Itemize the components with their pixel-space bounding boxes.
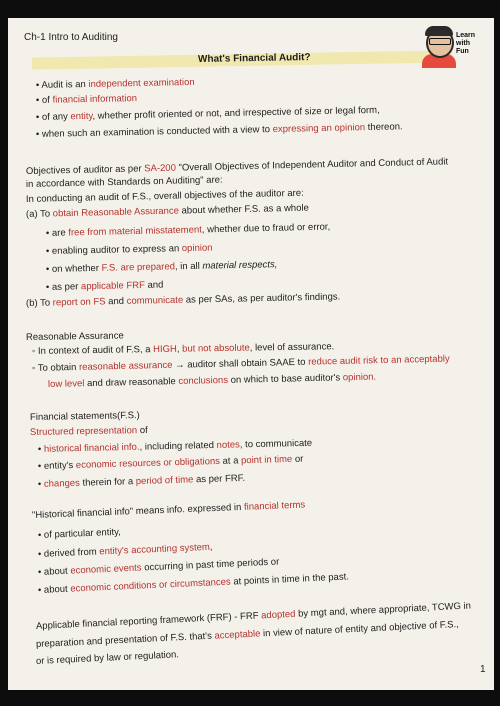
highlighted-text: obtain Reasonable Assurance	[52, 205, 180, 220]
text-run: • about	[37, 565, 71, 578]
highlighted-text: SA-200	[144, 162, 177, 175]
text-run: and	[105, 295, 127, 308]
text-run: therein for a	[79, 476, 136, 489]
text-run: • as per	[45, 281, 82, 293]
text-run: of	[137, 424, 148, 437]
note-line	[38, 438, 312, 456]
highlighted-text: independent examination	[88, 76, 195, 90]
text-run: ◦ To obtain	[31, 361, 80, 374]
highlighted-text: reasonable assurance	[78, 359, 173, 373]
highlighted-text: acceptable	[214, 628, 261, 642]
note-line	[26, 156, 448, 178]
text-run: , whether due to fraud or error,	[201, 221, 331, 236]
text-run: (a) To	[25, 208, 53, 220]
text-run: on which to base auditor's	[227, 372, 343, 386]
highlighted-text: expressing an opinion	[272, 122, 366, 136]
highlighted-text: applicable FRF	[80, 279, 145, 293]
highlighted-text: communicate	[126, 294, 184, 307]
text-run: , level of assurance.	[249, 341, 335, 354]
highlighted-text: historical financial info.	[43, 441, 140, 455]
text-run: or	[292, 453, 304, 465]
note-line	[36, 105, 380, 124]
brand-logo	[420, 26, 478, 70]
text-run: • of	[35, 94, 53, 106]
text-run: • of any	[35, 111, 71, 123]
text-run: thereon.	[364, 121, 403, 134]
text-run: , to communicate	[239, 437, 313, 451]
text-run: preparation and presentation of F.S. that's	[35, 630, 215, 650]
note-line	[38, 542, 213, 561]
text-run: , including related	[139, 439, 217, 453]
text-run: , whether profit oriented or not, and irrespective of size or legal form,	[92, 104, 380, 122]
text-run: "Overall Objectives of Independent Auditor and Conduct of Audit	[175, 156, 449, 174]
text-run: in accordance with Standards on Auditing" are:	[25, 174, 223, 190]
bottom-border	[0, 690, 500, 706]
highlighted-text: financial information	[52, 93, 138, 106]
text-run: in view of nature of entity and objective of F.S.,	[260, 619, 460, 640]
note-line	[46, 222, 330, 240]
highlighted-text: low level	[47, 378, 85, 390]
avatar-glasses	[429, 38, 451, 45]
avatar-hair	[425, 26, 453, 36]
text-run: , in all	[174, 260, 203, 273]
note-line	[30, 410, 140, 424]
highlighted-text: conclusions	[178, 374, 229, 388]
text-run: • are	[45, 227, 69, 239]
note-line	[38, 527, 121, 542]
text-run: • enabling auditor to express an	[45, 243, 182, 257]
highlighted-text: point in time	[240, 453, 293, 467]
highlighted-text: economic events	[70, 562, 142, 577]
text-run: and	[144, 279, 164, 291]
page-title: What's Financial Audit?	[197, 52, 311, 65]
highlighted-text: opinion.	[342, 371, 377, 384]
highlighted-text: financial terms	[243, 499, 306, 513]
text-run: • about	[37, 583, 71, 596]
highlighted-text: Structured representation	[29, 425, 138, 438]
highlighted-text: economic conditions or circumstances	[70, 576, 231, 595]
text-run: ,	[176, 343, 183, 355]
text-run: • on whether	[45, 262, 102, 275]
highlighted-text: adopted	[260, 608, 296, 622]
highlighted-text: report on FS	[52, 296, 106, 309]
text-run: Financial statements(F.S.)	[29, 410, 140, 423]
text-run: In conducting an audit of F.S., overall objectives of the auditor are:	[25, 187, 304, 205]
highlighted-text: entity	[70, 110, 93, 123]
highlighted-text: entity's accounting system	[99, 541, 211, 558]
page-number: 1	[480, 664, 486, 675]
text-run: about whether F.S. as a whole	[178, 202, 309, 217]
text-run: at points in time in the past.	[230, 571, 350, 588]
text-run: as per FRF.	[193, 472, 246, 486]
text-run: "Historical financial info" means info. expressed in	[31, 501, 245, 521]
text-run: material respects,	[202, 259, 278, 272]
text-run: •	[37, 478, 45, 490]
highlighted-text: free from material misstatement	[68, 224, 202, 239]
note-line	[32, 341, 334, 358]
note-line	[36, 77, 195, 92]
note-line	[46, 243, 213, 258]
note-line	[26, 203, 309, 221]
text-run: and draw reasonable	[84, 376, 179, 390]
highlighted-text: economic resources or obligations	[75, 455, 221, 471]
text-run: at a	[219, 455, 242, 467]
note-line	[26, 291, 340, 310]
text-run: • derived from	[37, 546, 100, 560]
notes-page	[8, 18, 494, 690]
text-run: or is required by law or regulation.	[35, 649, 180, 667]
highlighted-text: HIGH	[153, 343, 177, 356]
text-run: •	[37, 443, 45, 455]
text-run: by mgt and, where appropriate, TCWG in	[295, 600, 472, 620]
text-run: Applicable financial reporting framework (FRF) - FRF	[35, 610, 262, 632]
note-line	[32, 500, 306, 522]
text-run: • when such an examination is conducted with a view to	[35, 124, 273, 140]
highlighted-text: F.S. are prepared	[101, 261, 176, 274]
note-line	[36, 121, 403, 141]
highlighted-text: period of time	[135, 474, 194, 488]
note-line	[38, 454, 304, 473]
text-run: occurring in past time periods or	[141, 556, 280, 574]
highlighted-text: reduce audit risk to an acceptably	[308, 353, 450, 368]
note-line	[38, 473, 245, 491]
text-run: Objectives of auditor as per	[25, 163, 145, 177]
logo-text: Learn with Fun	[456, 32, 476, 55]
text-run: • entity's	[37, 459, 76, 472]
highlighted-text: but not absolute	[182, 342, 250, 355]
highlighted-text: notes	[216, 439, 240, 451]
note-line	[46, 259, 278, 276]
text-run: ◦ In context of audit of F.S, a	[31, 344, 154, 357]
note-line	[26, 330, 124, 344]
note-line	[36, 649, 180, 668]
note-line	[30, 425, 148, 439]
text-run: → auditor shall obtain SAAE to	[172, 356, 309, 371]
text-run: ,	[209, 541, 213, 553]
chapter-header: Ch-1 Intro to Auditing	[24, 32, 118, 43]
text-run: • Audit is an	[35, 78, 89, 91]
note-line	[48, 372, 376, 391]
highlighted-text: opinion	[181, 242, 213, 255]
note-line	[46, 280, 164, 294]
note-line	[36, 93, 137, 107]
text-run: Reasonable Assurance	[25, 330, 124, 343]
text-run: as per SAs, as per auditor's findings.	[183, 291, 341, 306]
highlighted-text: changes	[43, 477, 81, 490]
text-run: (b) To	[25, 297, 53, 309]
text-run: • of particular entity,	[37, 526, 122, 541]
